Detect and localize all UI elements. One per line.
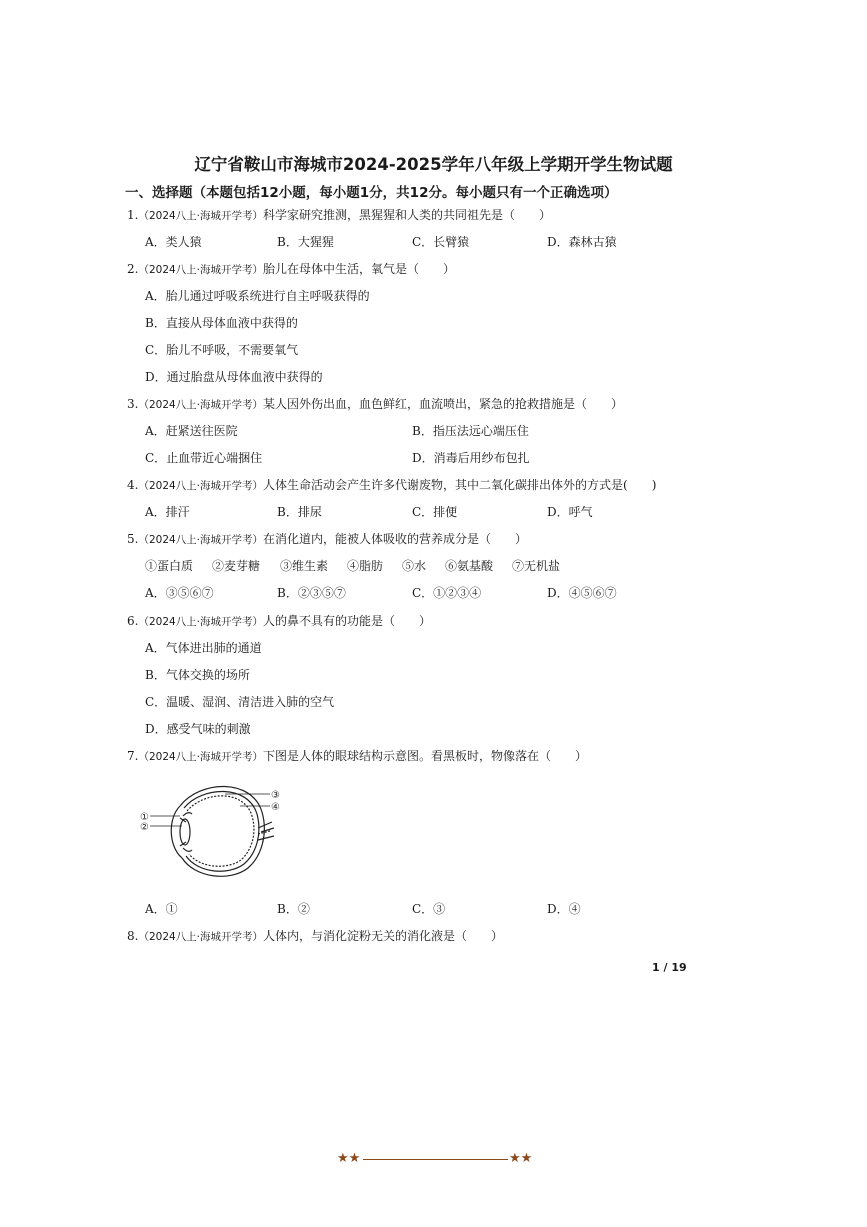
question-2: 2.（2024八上·海城开学考）胎儿在母体中生活，氧气是（ ） (127, 262, 456, 276)
q2-option-b: B．直接从母体血液中获得的 (145, 316, 298, 330)
q5-item-6: ⑥氨基酸 (445, 559, 494, 573)
q5-item-3: ③维生素 (280, 559, 329, 573)
q5-option-b: B．②③⑤⑦ (277, 586, 346, 600)
star-icon: ★★ (337, 1151, 361, 1166)
q3-option-c: C．止血带近心端捆住 (145, 451, 263, 465)
q5-item-2: ②麦芽糖 (212, 559, 261, 573)
q4-option-b: B．排尿 (277, 505, 322, 519)
page-title: 辽宁省鞍山市海城市2024-2025学年八年级上学期开学生物试题 (194, 155, 673, 174)
q3-option-d: D．消毒后用纱布包扎 (412, 451, 530, 465)
q6-option-d: D．感受气味的刺激 (145, 722, 251, 736)
question-8: 8.（2024八上·海城开学考）人体内，与消化淀粉无关的消化液是（ ） (127, 929, 504, 943)
footer-divider (363, 1159, 508, 1160)
q7-option-c: C．③ (412, 902, 446, 916)
question-5: 5.（2024八上·海城开学考）在消化道内，能被人体吸收的营养成分是（ ） (127, 532, 528, 546)
q2-option-c: C．胎儿不呼吸，不需要氧气 (145, 343, 299, 357)
q6-option-c: C．温暖、湿润、清洁进入肺的空气 (145, 695, 335, 709)
page-footer-ornament (337, 1151, 533, 1167)
q6-option-a: A．气体进出肺的通道 (145, 641, 262, 655)
q1-option-d: D．森林古猿 (547, 235, 617, 249)
q1-option-c: C．长臂猿 (412, 235, 470, 249)
q5-item-1: ①蛋白质 (145, 559, 194, 573)
q1-option-b: B．大猩猩 (277, 235, 334, 249)
q5-option-a: A．③⑤⑥⑦ (145, 586, 214, 600)
q4-option-d: D．呼气 (547, 505, 593, 519)
q5-option-d: D．④⑤⑥⑦ (547, 586, 617, 600)
figure-label-2: ② (140, 822, 149, 833)
q7-option-d: D．④ (547, 902, 581, 916)
q7-option-a: A．① (145, 902, 178, 916)
q3-option-b: B．指压法远心端压住 (412, 424, 529, 438)
figure-label-3: ③ (271, 790, 280, 801)
q7-option-b: B．② (277, 902, 310, 916)
q4-option-a: A．排汗 (145, 505, 190, 519)
q5-item-5: ⑤水 (402, 559, 427, 573)
figure-label-4: ④ (271, 802, 280, 813)
q3-option-a: A．赶紧送往医院 (145, 424, 238, 438)
question-4: 4.（2024八上·海城开学考）人体生命活动会产生许多代谢废物，其中二氧化碳排出体外的方式是( ) (127, 478, 657, 492)
page-number: 1 / 19 (652, 961, 687, 974)
eyeball-diagram (140, 778, 290, 883)
q5-item-7: ⑦无机盐 (512, 559, 561, 573)
q4-option-c: C．排便 (412, 505, 458, 519)
star-icon: ★★ (509, 1151, 533, 1166)
section-heading: 一、选择题（本题包括12小题，每小题1分，共12分。每小题只有一个正确选项） (125, 185, 618, 201)
q2-option-a: A．胎儿通过呼吸系统进行自主呼吸获得的 (145, 289, 370, 303)
figure-label-1: ① (140, 812, 149, 823)
q1-option-a: A．类人猿 (145, 235, 202, 249)
q5-item-4: ④脂肪 (347, 559, 384, 573)
q5-option-c: C．①②③④ (412, 586, 482, 600)
q6-option-b: B．气体交换的场所 (145, 668, 250, 682)
question-6: 6.（2024八上·海城开学考）人的鼻不具有的功能是（ ） (127, 614, 432, 628)
question-7: 7.（2024八上·海城开学考）下图是人体的眼球结构示意图。看黑板时，物像落在（ ） (127, 749, 588, 763)
question-1: 1.（2024八上·海城开学考）科学家研究推测，黑猩猩和人类的共同祖先是（ ） (127, 208, 552, 222)
question-3: 3.（2024八上·海城开学考）某人因外伤出血，血色鲜红，血流喷出，紧急的抢救措施是（ ） (127, 397, 624, 411)
q2-option-d: D．通过胎盘从母体血液中获得的 (145, 370, 323, 384)
